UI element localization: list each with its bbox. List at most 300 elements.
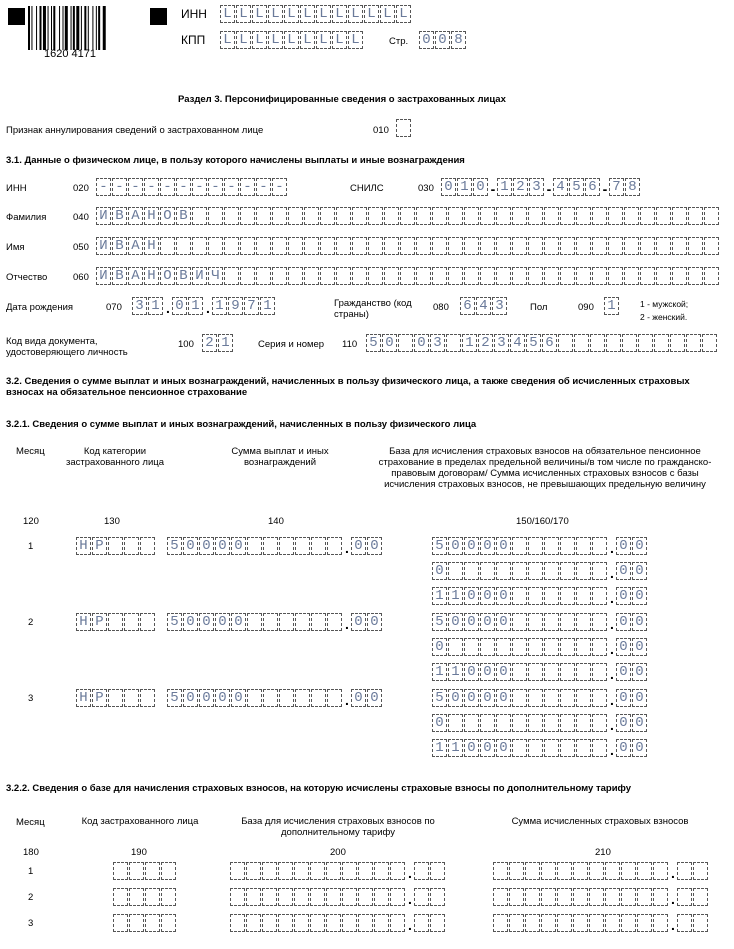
- s32-title: 3.2. Сведения о сумме выплат и иных вознаграждений, начисленных в пользу физического лица, а также сведения об исчисленных страховых взносах на обязательное пенсионное страхование: [6, 376, 690, 398]
- amount-cell: [327, 613, 342, 631]
- month-label: 1: [28, 541, 34, 552]
- annul-field[interactable]: [396, 119, 411, 137]
- patronymic-cell: [608, 267, 623, 285]
- name-cell: [512, 237, 527, 255]
- snils-cell: 3: [529, 178, 544, 196]
- add-sum-field[interactable]: [493, 914, 708, 932]
- name-label: Имя: [6, 242, 25, 253]
- separator: .: [610, 590, 614, 606]
- header-inn-field[interactable]: [220, 5, 411, 23]
- add-base-cell: [294, 862, 309, 880]
- name-cell: [592, 237, 607, 255]
- add-base-cell: [310, 862, 325, 880]
- add-base-cell: [310, 888, 325, 906]
- base-field[interactable]: [432, 613, 647, 631]
- separator: .: [408, 891, 412, 907]
- separator: .: [166, 300, 170, 316]
- add-base-cell: [358, 862, 373, 880]
- base-cell: [560, 613, 575, 631]
- base-cell: [512, 689, 527, 707]
- amount-field[interactable]: [167, 537, 382, 555]
- patronymic-cell: [384, 267, 399, 285]
- inn-cell: -: [256, 178, 271, 196]
- doc-number-cell: 2: [478, 334, 493, 352]
- add-sum-cell: [637, 888, 652, 906]
- surname-cell: [416, 207, 431, 225]
- gender-note-male: 1 - мужской;: [640, 299, 689, 309]
- inn-cell: -: [176, 178, 191, 196]
- base-cell: 0: [480, 587, 495, 605]
- surname-cell: [240, 207, 255, 225]
- add-sum-field[interactable]: [493, 888, 708, 906]
- snils-cell: 1: [497, 178, 512, 196]
- category-field[interactable]: [76, 689, 155, 707]
- amount-kop-cell: 0: [351, 613, 366, 631]
- patronymic-cell: [560, 267, 575, 285]
- separator: .: [345, 616, 349, 632]
- inn-code: 020: [73, 183, 89, 194]
- surname-code: 040: [73, 212, 89, 223]
- patronymic-cell: [528, 267, 543, 285]
- surname-field[interactable]: [96, 207, 719, 225]
- add-base-cell: [294, 914, 309, 932]
- month-label: 2: [28, 617, 34, 628]
- base-cell: [528, 638, 543, 656]
- patronymic-cell: [416, 267, 431, 285]
- annul-cell: [396, 119, 411, 137]
- doc-number-field[interactable]: [366, 334, 717, 352]
- doc-number-cell: [446, 334, 461, 352]
- base-kop-cell: 0: [632, 638, 647, 656]
- surname-cell: [320, 207, 335, 225]
- birth-year-cell: 7: [244, 297, 259, 315]
- snils-field[interactable]: [441, 178, 640, 196]
- amount-cell: 5: [167, 689, 182, 707]
- patronymic-cell: А: [128, 267, 143, 285]
- separator: .: [671, 917, 675, 933]
- base-kop-cell: 0: [632, 689, 647, 707]
- inn-field[interactable]: [96, 178, 287, 196]
- category-field[interactable]: [76, 537, 155, 555]
- add-sum-cell: [541, 888, 556, 906]
- name-cell: [176, 237, 191, 255]
- amount-kop-cell: 0: [351, 689, 366, 707]
- header-kpp-field[interactable]: [220, 31, 363, 49]
- base-cell: [544, 587, 559, 605]
- amount-cell: 0: [199, 537, 214, 555]
- add-base-cell: [246, 888, 261, 906]
- name-cell: А: [128, 237, 143, 255]
- name-cell: [400, 237, 415, 255]
- code-cell: [161, 888, 176, 906]
- add-base-kop-cell: [414, 888, 429, 906]
- patronymic-cell: [432, 267, 447, 285]
- base-cell: [480, 562, 495, 580]
- gender-field[interactable]: [604, 297, 619, 315]
- inn-cell: L: [396, 5, 411, 23]
- base-cell: [512, 562, 527, 580]
- patronymic-cell: Н: [144, 267, 159, 285]
- amount-cell: 0: [183, 689, 198, 707]
- base-cell: 5: [432, 537, 447, 555]
- base-cell: [528, 537, 543, 555]
- code-cell: [129, 914, 144, 932]
- base-cell: [528, 587, 543, 605]
- base-cell: [576, 638, 591, 656]
- kpp-cell: L: [268, 31, 283, 49]
- inn-cell: L: [220, 5, 235, 23]
- name-cell: [384, 237, 399, 255]
- name-cell: [160, 237, 175, 255]
- separator: .: [610, 717, 614, 733]
- inn-cell: -: [160, 178, 175, 196]
- base-cell: [496, 638, 511, 656]
- patronymic-cell: [640, 267, 655, 285]
- amount-field[interactable]: [167, 613, 382, 631]
- base-cell: [560, 587, 575, 605]
- name-cell: [560, 237, 575, 255]
- surname-cell: [448, 207, 463, 225]
- amount-cell: [279, 689, 294, 707]
- surname-cell: [496, 207, 511, 225]
- base-cell: [544, 638, 559, 656]
- add-base-cell: [342, 914, 357, 932]
- insured-code-field[interactable]: [113, 914, 176, 932]
- category-cell: [108, 537, 123, 555]
- base-cell: [512, 638, 527, 656]
- month-label: 2: [28, 892, 34, 903]
- surname-cell: В: [176, 207, 191, 225]
- add-base-field[interactable]: [230, 888, 445, 906]
- s322-code-month: 180: [23, 847, 39, 858]
- barcode: [28, 6, 132, 60]
- doc-number-cell: [670, 334, 685, 352]
- inn-cell: L: [252, 5, 267, 23]
- base-field[interactable]: [432, 689, 647, 707]
- inn-cell: -: [144, 178, 159, 196]
- doc-number-cell: [398, 334, 413, 352]
- base-cell: [544, 562, 559, 580]
- add-base-cell: [326, 888, 341, 906]
- surname-cell: [544, 207, 559, 225]
- add-sum-cell: [621, 862, 636, 880]
- base-cell: [592, 587, 607, 605]
- snils-cell: 6: [585, 178, 600, 196]
- base-cell: [544, 613, 559, 631]
- patronymic-cell: [480, 267, 495, 285]
- doc-number-cell: 3: [494, 334, 509, 352]
- citizenship-field[interactable]: [460, 297, 507, 315]
- insured-code-field[interactable]: [113, 862, 176, 880]
- s322-code-code: 190: [131, 847, 147, 858]
- name-cell: [256, 237, 271, 255]
- base-cell: [560, 739, 575, 757]
- surname-cell: [512, 207, 527, 225]
- base-cell: 0: [480, 537, 495, 555]
- amount-cell: 0: [231, 689, 246, 707]
- separator: .: [671, 865, 675, 881]
- add-base-kop-cell: [414, 862, 429, 880]
- base-cell: [592, 562, 607, 580]
- name-cell: [496, 237, 511, 255]
- category-cell: Н: [76, 689, 91, 707]
- base-cell: [464, 638, 479, 656]
- category-cell: [140, 613, 155, 631]
- surname-cell: [576, 207, 591, 225]
- separator: .: [610, 616, 614, 632]
- add-sum-cell: [541, 862, 556, 880]
- surname-cell: [528, 207, 543, 225]
- corner-marker-right: [150, 8, 167, 25]
- add-sum-cell: [637, 914, 652, 932]
- patronymic-cell: И: [192, 267, 207, 285]
- doc-number-cell: [638, 334, 653, 352]
- birth-month-cell: 0: [172, 297, 187, 315]
- add-base-field[interactable]: [230, 914, 445, 932]
- base-cell: 0: [496, 587, 511, 605]
- add-base-cell: [342, 888, 357, 906]
- inn-cell: -: [112, 178, 127, 196]
- base-kop-cell: 0: [616, 739, 631, 757]
- code-cell: [129, 888, 144, 906]
- name-cell: [688, 237, 703, 255]
- add-sum-cell: [509, 888, 524, 906]
- birth-code: 070: [106, 302, 122, 313]
- surname-cell: [480, 207, 495, 225]
- kpp-cell: L: [236, 31, 251, 49]
- code-cell: [145, 888, 160, 906]
- name-cell: [480, 237, 495, 255]
- doc-type-field[interactable]: [202, 334, 233, 352]
- name-cell: [240, 237, 255, 255]
- add-sum-cell: [557, 862, 572, 880]
- base-cell: [528, 613, 543, 631]
- separator: .: [206, 300, 210, 316]
- annul-label: Признак аннулирования сведений о застрахованном лице: [6, 125, 264, 136]
- add-base-cell: [278, 862, 293, 880]
- doc-number-cell: [574, 334, 589, 352]
- base-cell: 0: [432, 714, 447, 732]
- page-number-field[interactable]: [419, 31, 466, 49]
- base-cell: 0: [496, 613, 511, 631]
- category-field[interactable]: [76, 613, 155, 631]
- base-cell: [560, 638, 575, 656]
- doc-number-cell: 0: [414, 334, 429, 352]
- add-base-cell: [374, 888, 389, 906]
- name-cell: [608, 237, 623, 255]
- base-cell: 0: [480, 739, 495, 757]
- inn-cell: -: [272, 178, 287, 196]
- add-sum-cell: [557, 888, 572, 906]
- surname-cell: [592, 207, 607, 225]
- doc-number-cell: 3: [430, 334, 445, 352]
- add-sum-field[interactable]: [493, 862, 708, 880]
- base-cell: 0: [448, 613, 463, 631]
- add-base-kop-cell: [430, 888, 445, 906]
- doc-num-code: 110: [342, 339, 358, 350]
- month-label: 3: [28, 693, 34, 704]
- patronymic-cell: В: [112, 267, 127, 285]
- base-field[interactable]: [432, 714, 647, 732]
- base-kop-cell: 0: [632, 562, 647, 580]
- inn-cell: L: [236, 5, 251, 23]
- doc-number-cell: [654, 334, 669, 352]
- birth-date-field[interactable]: [132, 297, 275, 315]
- base-field[interactable]: [432, 587, 647, 605]
- s322-code-sum: 210: [595, 847, 611, 858]
- name-code: 050: [73, 242, 89, 253]
- add-base-kop-cell: [430, 914, 445, 932]
- category-cell: [140, 689, 155, 707]
- s321-code-amount: 140: [268, 516, 284, 527]
- name-field[interactable]: [96, 237, 719, 255]
- base-cell: [464, 714, 479, 732]
- base-field[interactable]: [432, 739, 647, 757]
- base-cell: [576, 714, 591, 732]
- name-cell: [208, 237, 223, 255]
- base-field[interactable]: [432, 562, 647, 580]
- amount-cell: [295, 689, 310, 707]
- separator: .: [408, 865, 412, 881]
- patronymic-cell: [448, 267, 463, 285]
- base-cell: [592, 689, 607, 707]
- amount-cell: [295, 537, 310, 555]
- add-sum-cell: [509, 914, 524, 932]
- snils-cell: 5: [569, 178, 584, 196]
- patronymic-cell: В: [176, 267, 191, 285]
- doc-number-cell: [702, 334, 717, 352]
- base-cell: 0: [432, 638, 447, 656]
- base-kop-cell: 0: [616, 587, 631, 605]
- code-cell: [145, 914, 160, 932]
- base-cell: 1: [448, 663, 463, 681]
- base-cell: [576, 537, 591, 555]
- add-base-cell: [326, 914, 341, 932]
- base-cell: 0: [464, 663, 479, 681]
- surname-cell: [672, 207, 687, 225]
- birth-year-cell: 1: [212, 297, 227, 315]
- section-title: Раздел 3. Персонифицированные сведения о застрахованных лицах: [178, 94, 506, 105]
- doc-number-cell: 0: [382, 334, 397, 352]
- name-cell: [416, 237, 431, 255]
- amount-kop-cell: 0: [367, 689, 382, 707]
- amount-cell: [295, 613, 310, 631]
- base-cell: 0: [464, 739, 479, 757]
- add-sum-cell: [493, 914, 508, 932]
- name-cell: [192, 237, 207, 255]
- separator: .: [610, 692, 614, 708]
- page-cell: 0: [419, 31, 434, 49]
- base-cell: 5: [432, 613, 447, 631]
- surname-cell: [208, 207, 223, 225]
- patronymic-cell: [224, 267, 239, 285]
- base-cell: [592, 638, 607, 656]
- add-base-field[interactable]: [230, 862, 445, 880]
- add-sum-cell: [493, 862, 508, 880]
- add-sum-cell: [509, 862, 524, 880]
- patronymic-cell: [400, 267, 415, 285]
- add-sum-cell: [573, 914, 588, 932]
- base-cell: [528, 689, 543, 707]
- base-cell: [448, 714, 463, 732]
- add-base-cell: [278, 914, 293, 932]
- kpp-cell: L: [316, 31, 331, 49]
- patronymic-cell: О: [160, 267, 175, 285]
- base-cell: 5: [432, 689, 447, 707]
- base-cell: [560, 537, 575, 555]
- base-field[interactable]: [432, 663, 647, 681]
- name-cell: [288, 237, 303, 255]
- category-cell: Р: [92, 537, 107, 555]
- add-sum-cell: [589, 914, 604, 932]
- citizenship-cell: 4: [476, 297, 491, 315]
- base-cell: 0: [448, 537, 463, 555]
- name-cell: [672, 237, 687, 255]
- snils-cell: 1: [457, 178, 472, 196]
- name-cell: [704, 237, 719, 255]
- snils-cell: 2: [513, 178, 528, 196]
- insured-code-field[interactable]: [113, 888, 176, 906]
- base-cell: [512, 739, 527, 757]
- base-cell: [592, 613, 607, 631]
- base-cell: 0: [496, 663, 511, 681]
- doc-number-cell: [558, 334, 573, 352]
- base-cell: [512, 663, 527, 681]
- add-sum-cell: [605, 862, 620, 880]
- amount-field[interactable]: [167, 689, 382, 707]
- base-field[interactable]: [432, 638, 647, 656]
- base-kop-cell: 0: [632, 663, 647, 681]
- name-cell: [528, 237, 543, 255]
- add-sum-cell: [525, 888, 540, 906]
- base-cell: 1: [432, 663, 447, 681]
- add-sum-cell: [637, 862, 652, 880]
- doc-type-label: Код вида документа, удостоверяющего личность: [6, 336, 128, 358]
- base-kop-cell: 0: [632, 739, 647, 757]
- patronymic-field[interactable]: [96, 267, 719, 285]
- category-cell: Н: [76, 537, 91, 555]
- amount-cell: 0: [215, 537, 230, 555]
- doc-type-cell: 1: [218, 334, 233, 352]
- add-sum-cell: [605, 914, 620, 932]
- barcode-number: 1620 4171: [44, 48, 96, 60]
- patronymic-cell: [576, 267, 591, 285]
- kpp-cell: L: [348, 31, 363, 49]
- surname-label: Фамилия: [6, 212, 47, 223]
- patronymic-cell: И: [96, 267, 111, 285]
- base-cell: [496, 714, 511, 732]
- patronymic-cell: [256, 267, 271, 285]
- base-field[interactable]: [432, 537, 647, 555]
- base-cell: [464, 562, 479, 580]
- amount-cell: [263, 613, 278, 631]
- snils-label: СНИЛС: [350, 183, 384, 194]
- add-sum-kop-cell: [677, 914, 692, 932]
- add-base-cell: [294, 888, 309, 906]
- amount-cell: [247, 613, 262, 631]
- amount-cell: 0: [231, 537, 246, 555]
- separator: .: [671, 891, 675, 907]
- code-cell: [161, 862, 176, 880]
- name-cell: [320, 237, 335, 255]
- base-cell: 0: [464, 537, 479, 555]
- add-sum-cell: [589, 888, 604, 906]
- kpp-cell: L: [284, 31, 299, 49]
- birth-label: Дата рождения: [6, 302, 74, 313]
- name-cell: [272, 237, 287, 255]
- patronymic-cell: [544, 267, 559, 285]
- surname-cell: [704, 207, 719, 225]
